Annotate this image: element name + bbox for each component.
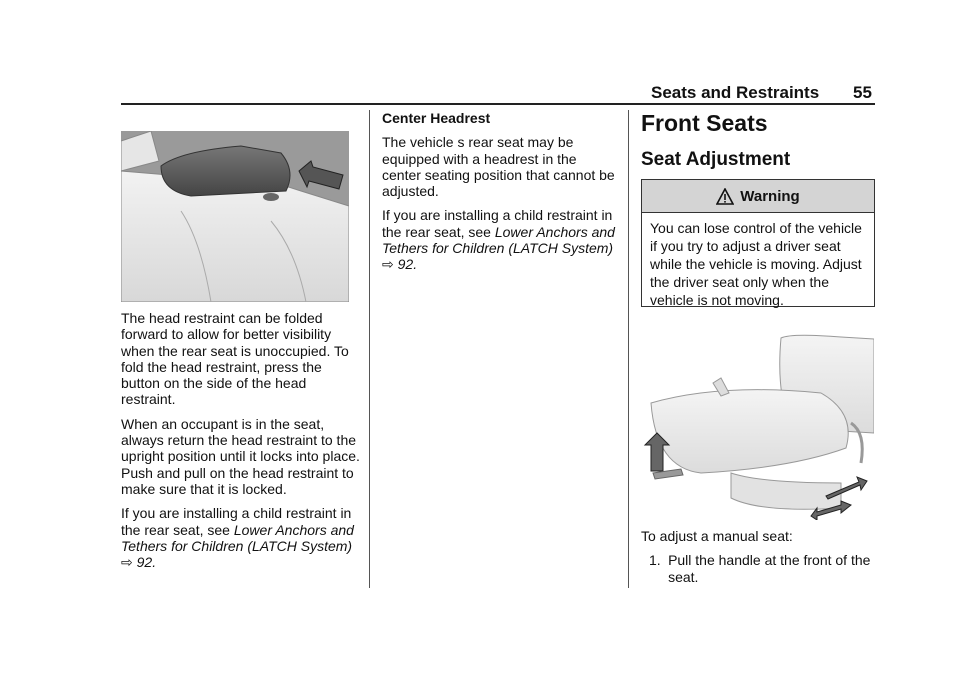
child-restraint-note: If you are installing a child restraint in the rear seat, see Lower Anchors and Tethers for Children (LATCH System) ⇨ 92. — [121, 505, 354, 571]
warning-box — [641, 179, 875, 307]
manual-seat-intro: To adjust a manual seat: — [641, 528, 793, 544]
page-ref-2[interactable]: 92. — [397, 256, 418, 273]
warning-title: Warning — [740, 187, 800, 205]
center-headrest-description: The vehicle s rear seat may be equipped with a headrest in the center seating position that cannot be adjusted. — [382, 134, 615, 200]
child-restraint-note-2: If you are installing a child restraint in the rear seat, see Lower Anchors and Tethers for Children (LATCH System) ⇨ 92. — [382, 207, 615, 273]
warning-icon — [716, 188, 734, 205]
column-divider-2 — [628, 110, 629, 588]
column-1 — [121, 310, 361, 578]
step-text: Pull the handle at the front of the seat. — [668, 552, 871, 585]
latch-link-2[interactable]: Lower Anchors and Tethers for Children (LATCH System) — [382, 223, 615, 257]
page-ref[interactable]: 92. — [136, 554, 157, 571]
section-title: Seats and Restraints — [651, 83, 820, 102]
column-divider-1 — [369, 110, 370, 588]
warning-header — [642, 180, 874, 213]
step-number: 1. — [649, 552, 661, 569]
front-seats-heading: Front Seats — [641, 110, 768, 136]
center-headrest-heading: Center Headrest — [382, 110, 491, 126]
head-restraint-illustration — [121, 131, 349, 302]
latch-link[interactable]: Lower Anchors and Tethers for Children (LATCH System) — [121, 521, 354, 554]
seat-adjustment-illustration — [641, 333, 874, 520]
page-ref-icon-2: ⇨ — [382, 256, 394, 273]
page-ref-icon: ⇨ — [121, 554, 133, 571]
seat-adjustment-heading: Seat Adjustment — [641, 149, 791, 170]
header-rule — [121, 103, 875, 105]
fold-instructions: The head restraint can be folded forward to allow for better visibility when the rear seat is unoccupied. To fold the head restraint, press the button on the side of the head restraint. — [121, 310, 349, 408]
step-1 — [641, 552, 873, 585]
warning-text: You can lose control of the vehicle if you try to adjust a driver seat while the vehicle is moving. Adjust the driver seat only when the vehicle is not moving. — [650, 220, 862, 308]
page-number: 55 — [853, 83, 872, 102]
manual-seat-instructions — [641, 528, 873, 585]
column-2 — [382, 110, 618, 281]
upright-instructions: When an occupant is in the seat, always return the head restraint to the upright position until it locks into place. Push and pull on the head restraint to make sure that it is locked. — [121, 415, 360, 497]
